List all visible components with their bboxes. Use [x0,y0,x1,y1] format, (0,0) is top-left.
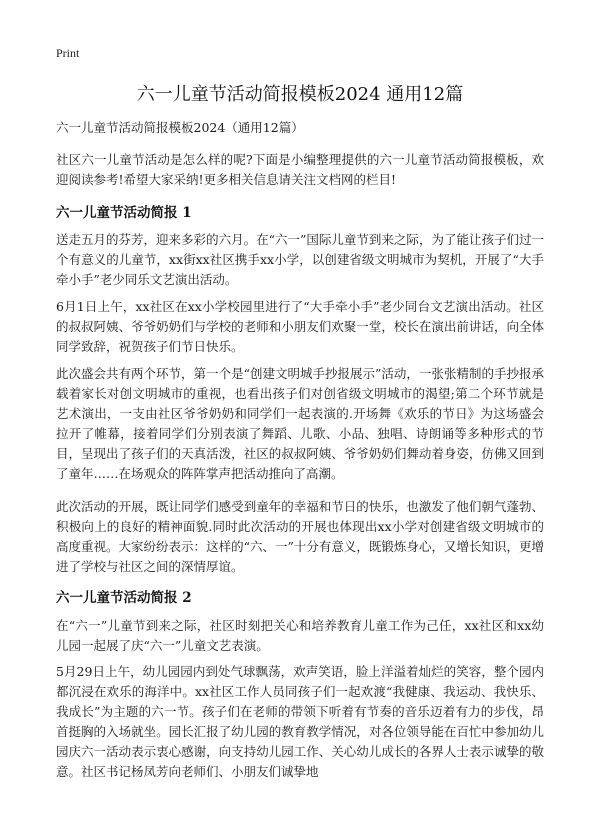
section-heading-1: 六一儿童节活动简报 1 [56,205,192,221]
print-link[interactable]: Print [56,46,80,60]
page-title: 六一儿童节活动简报模板2024 通用12篇 [136,84,464,105]
section-1-paragraph-4: 此次活动的开展，既让同学们感受到童年的幸福和节日的快乐，也激发了他们朝气蓬勃、积极向上的良好的精神面貌.同时此次活动的开展也体现出xx小学对创建省级文明城市的高度重视。大家纷纷表示：这样的“六、一”十分有意义，既锻炼身心，又增长知识，更增进了学校与社区之间的深情厚谊。 [56,499,544,574]
section-1-paragraph-2: 6月1日上午，xx社区在xx小学校园里进行了“大手牵小手”老少同台文艺演出活动。社区的叔叔阿姨、爷爷奶奶们与学校的老师和小朋友们欢聚一堂，校长在演出前讲话，向全体同学致辞，祝贺孩子们节日快乐。 [56,299,544,354]
document-subtitle: 六一儿童节活动简报模板2024（通用12篇） [56,120,304,135]
section-1-paragraph-3: 此次盛会共有两个环节，第一个是“创建文明城手抄报展示”活动，一张张精制的手抄报承载着家长对创文明城市的重视，也看出孩子们对创省级文明城市的渴望;第二个环节就是艺术演出，一支由社区爷爷奶奶和同学们一起表演的.开场舞《欢乐的节日》为这场盛会拉开了帷幕，接着同学们分别表演了舞蹈、儿歌、小品、独唱、诗朗诵等多种形式的节目，呈现出了孩子们的天真活泼，社区的叔叔阿姨、爷爷奶奶们舞动着身姿，仿佛又回到了童年……在场观众的阵阵掌声把活动推向了高潮。 [56,366,544,481]
section-2-paragraph-2: 5月29日上午，幼儿园园内到处气球飘荡，欢声笑语，脸上洋溢着灿烂的笑容，整个园内都沉浸在欢乐的海洋中。xx社区工作人员同孩子们一起欢渡“我健康、我运动、我快乐、我成长”为主题的六一节。孩子们在老师的带领下听着有节奏的音乐迈着有力的步伐，昂首挺胸的入场就坐。园长汇报了幼儿园的教育教学情况，对各位领导能在百忙中参加幼儿园庆六一活动表示衷心感谢，向支持幼儿园工作、关心幼儿成长的各界人士表示诚挚的敬意。社区书记杨凤芳向老师们、小朋友们诚挚地 [56,664,544,779]
section-heading-2: 六一儿童节活动简报 2 [56,590,192,606]
section-1-paragraph-1: 送走五月的芬芳，迎来多彩的六月。在“六一”国际儿童节到来之际，为了能让孩子们过一个有意义的儿童节，xx街xx社区携手xx小学，以创建省级文明城市为契机，开展了“大手牵小手”老少同乐文艺演出活动。 [56,232,544,287]
intro-paragraph: 社区六一儿童节活动是怎么样的呢?下面是小编整理提供的六一儿童节活动简报模板，欢迎阅读参考!希望大家采纳!更多相关信息请关注文档网的栏目! [56,152,544,187]
section-2-paragraph-1: 在“六一”儿童节到来之际，社区时刻把关心和培养教育儿童工作为己任，xx社区和xx幼儿园一起展了庆“六一”儿童文艺表演。 [56,618,544,653]
